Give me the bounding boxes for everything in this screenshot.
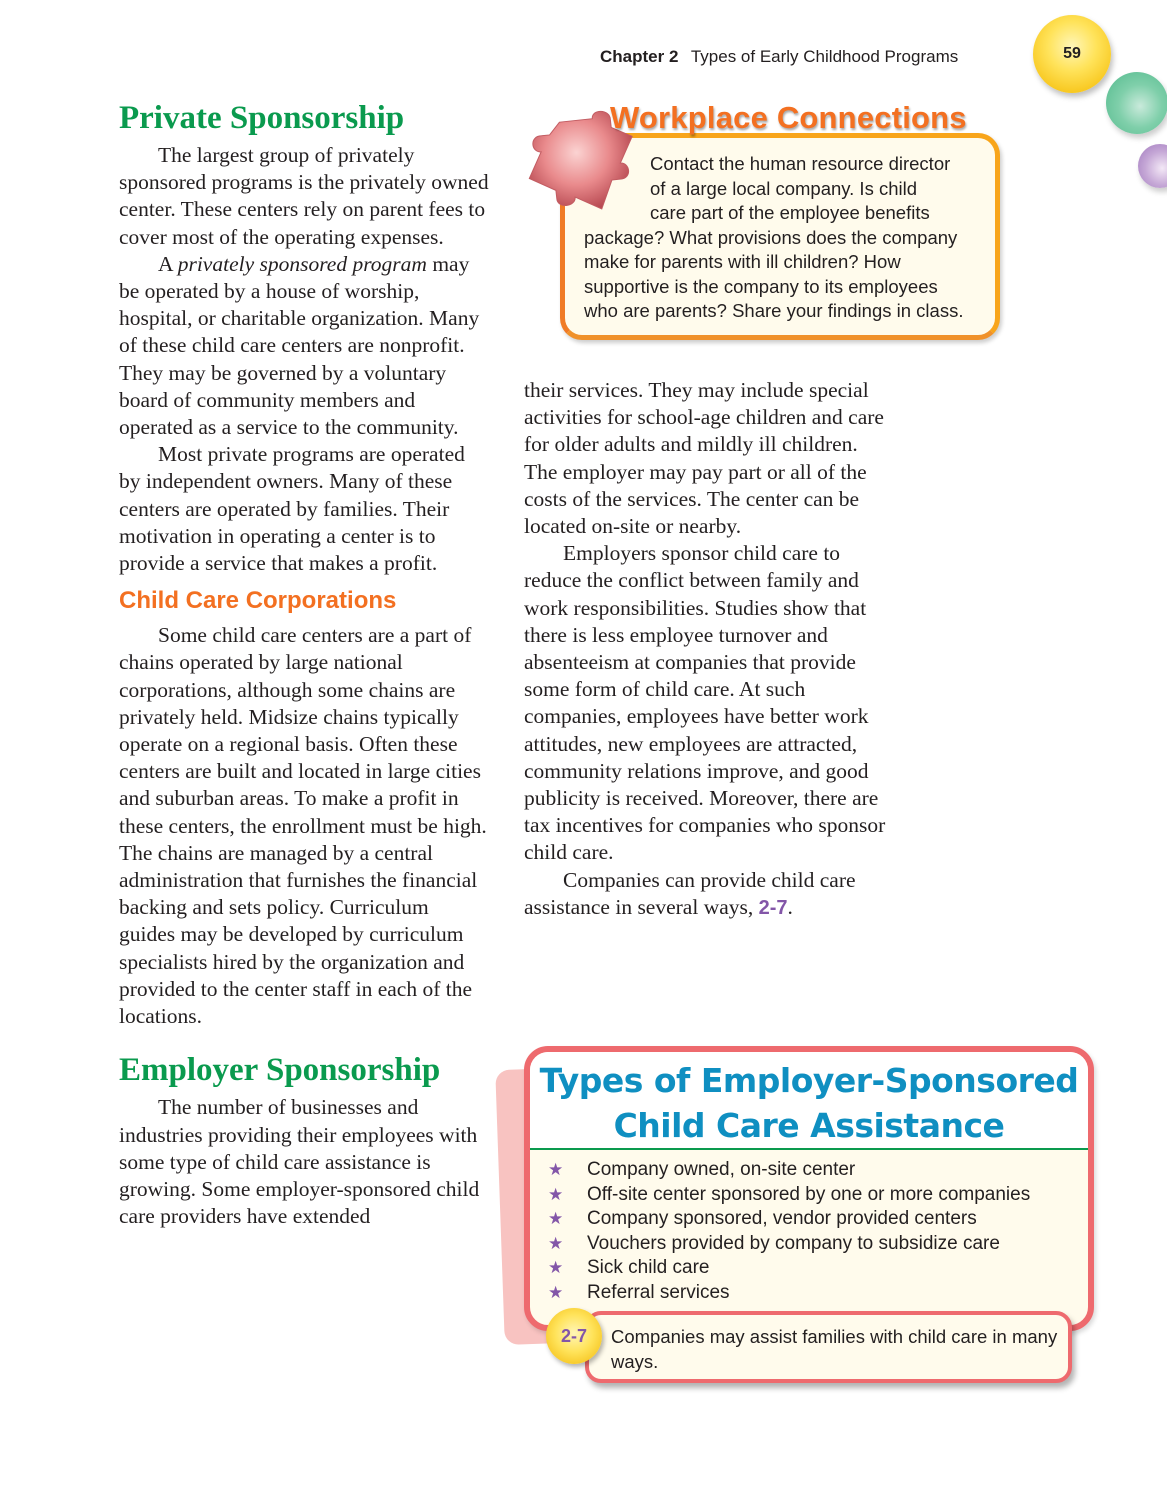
figure-title [530,1058,1088,1148]
text-line: of a large local company. Is child [650,177,918,199]
list-item [548,1183,1030,1208]
list-item-text: Company sponsored, vendor provided centers [587,1208,977,1230]
page-number-badge [1033,15,1111,93]
list-item [548,1232,1030,1257]
text-line: care part of the employee benefits [650,202,930,223]
star-icon: ★ [548,1209,564,1229]
text-line: make for parents with ill children? How [584,251,901,272]
page-number: 59 [1063,45,1081,62]
list-item-text: Off-site center sponsored by one or more companies [587,1183,1031,1205]
heading-employer-sponsorship: Employer Sponsorship [119,1052,441,1089]
list-item-text: Referral services [587,1281,730,1303]
figure-caption: Companies may assist families with child care in many ways. [611,1326,1058,1372]
text-line: package? What provisions does the company [584,226,958,248]
paragraph-rest: may be operated by a house of worship, hospital, or charitable organization. Many of these child care centers are nonprofit. They may be governed by a voluntary board of community members and operated as a service to the community. [119,251,480,440]
text-line: supportive is the company to its employees [584,275,938,297]
list-item-text: Company owned, on-site center [587,1159,856,1180]
paragraph [524,867,894,922]
list-item-text: Vouchers provided by company to subsidize care [587,1232,1000,1254]
paragraph-lead: A [158,251,178,276]
paragraph: their services. They may include special activities for school-age children and care for older adults and mildly ill children. The employer may pay part or all of the costs of the services. The center can be located on-site or nearby. [524,378,884,539]
list-item-text: Sick child care [587,1257,710,1279]
figure-list [548,1158,1030,1306]
paragraph-text: Companies can provide child care assistance in several ways, [524,867,856,919]
paragraph [119,251,489,441]
paragraph: Employers sponsor child care to reduce the conflict between family and work responsibilities. Studies show that there is less employee turnover and absenteeism at companies that provide some form of child care. At such companies, employees have better work attitudes, new employees are attracted, community relations improve, and good publicity is received. Moreover, there are tax incentives for companies who sponsor child care. [524,541,886,865]
decorative-green-ball-icon [1106,72,1167,134]
paragraph-end: . [787,894,793,919]
chapter-title: Types of Early Childhood Programs [690,47,959,66]
decorative-purple-ball-icon [1138,144,1167,188]
figure-title-line2: Child Care Assistance [613,1106,1005,1145]
figure-title-line1: Types of Employer-Sponsored [539,1061,1079,1100]
paragraph: The largest group of privately sponsored programs is the privately owned center. These centers rely on parent fees to cover most of the operating expenses. [119,143,489,249]
running-head [600,47,958,67]
star-icon: ★ [548,1258,564,1278]
star-icon: ★ [548,1233,564,1253]
workplace-connections-title: Workplace Connections [610,100,967,135]
text-line: who are parents? Share your findings in class. [584,300,964,321]
star-icon: ★ [548,1184,564,1204]
list-item [548,1207,1030,1232]
list-item [548,1158,1030,1183]
left-column [119,98,489,1230]
heading-private-sponsorship: Private Sponsorship [119,100,405,136]
right-column [524,377,894,922]
list-item [548,1281,1030,1306]
paragraph: Most private programs are operated by independent owners. Many of these centers are operated by families. Their motivation in operating a center is to provide a service that makes a profit. [119,442,465,576]
key-term: privately sponsored program [177,251,427,276]
text-line: Contact the human resource director [650,153,951,174]
chapter-label: Chapter 2 [600,47,679,66]
workplace-connections-text [584,152,989,324]
figure-reference-link[interactable]: 2-7 [758,896,788,919]
figure-number: 2-7 [560,1325,587,1346]
paragraph: The number of businesses and industries providing their employees with some type of child care assistance is growing. Some employer-sponsored child care providers have extended [119,1095,480,1229]
list-item [548,1256,1030,1281]
figure-number-badge [546,1308,602,1364]
star-icon: ★ [548,1160,564,1179]
star-icon: ★ [548,1282,564,1302]
paragraph: Some child care centers are a part of chains operated by large national corporations, although some chains are privately held. Midsize chains typically operate on a regional basis. Often these centers are built and located in large cities and suburban areas. To make a profit in these centers, the enrollment must be high. The chains are managed by a central administration that furnishes the financial backing and sets policy. Curriculum guides may be developed by curriculum specialists hired by the organization and provided to the center staff in each of the locations. [119,623,487,1029]
heading-child-care-corporations: Child Care Corporations [119,587,397,615]
